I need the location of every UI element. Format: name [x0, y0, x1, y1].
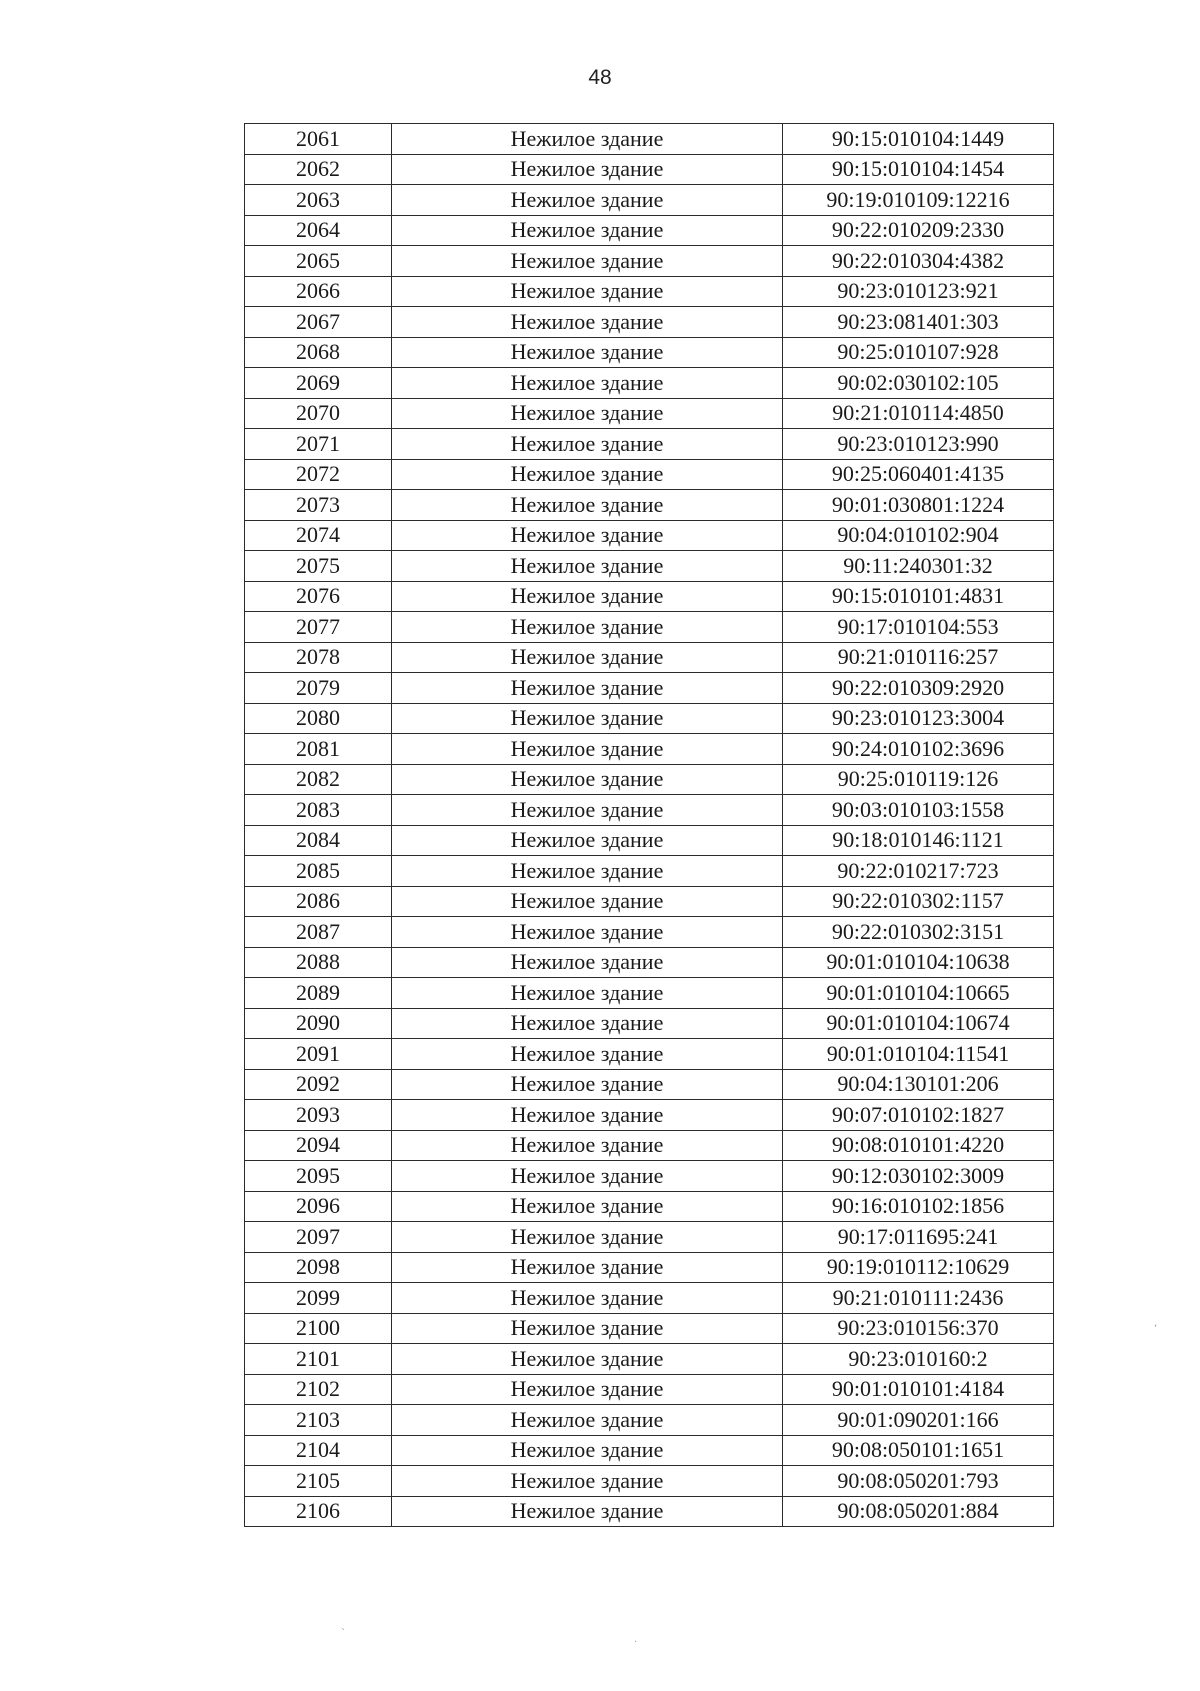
table-row — [245, 612, 1054, 643]
cadastral-number-cell: 90:25:060401:4135 — [783, 459, 1054, 490]
object-type-cell: Нежилое здание — [392, 1008, 783, 1039]
table-row — [245, 1008, 1054, 1039]
cadastral-number-cell: 90:23:010156:370 — [783, 1313, 1054, 1344]
object-type-cell: Нежилое здание — [392, 734, 783, 765]
object-type-cell: Нежилое здание — [392, 1466, 783, 1497]
cadastral-number-cell: 90:22:010302:1157 — [783, 886, 1054, 917]
row-number-cell: 2087 — [245, 917, 392, 948]
object-type-cell: Нежилое здание — [392, 398, 783, 429]
cadastral-number-cell: 90:19:010112:10629 — [783, 1252, 1054, 1283]
cadastral-number-cell: 90:23:081401:303 — [783, 307, 1054, 338]
object-type-cell: Нежилое здание — [392, 307, 783, 338]
cadastral-number-cell: 90:21:010114:4850 — [783, 398, 1054, 429]
row-number-cell: 2067 — [245, 307, 392, 338]
cadastral-number-cell: 90:21:010111:2436 — [783, 1283, 1054, 1314]
table-row — [245, 886, 1054, 917]
property-table-body — [245, 124, 1054, 1527]
scan-mark: ` — [341, 1628, 346, 1639]
cadastral-number-cell: 90:18:010146:1121 — [783, 825, 1054, 856]
cadastral-number-cell: 90:03:010103:1558 — [783, 795, 1054, 826]
cadastral-number-cell: 90:17:011695:241 — [783, 1222, 1054, 1253]
object-type-cell: Нежилое здание — [392, 856, 783, 887]
object-type-cell: Нежилое здание — [392, 1191, 783, 1222]
object-type-cell: Нежилое здание — [392, 520, 783, 551]
row-number-cell: 2086 — [245, 886, 392, 917]
cadastral-number-cell: 90:15:010104:1449 — [783, 124, 1054, 155]
table-row — [245, 1283, 1054, 1314]
table-row — [245, 764, 1054, 795]
cadastral-number-cell: 90:08:050201:884 — [783, 1496, 1054, 1527]
object-type-cell: Нежилое здание — [392, 1100, 783, 1131]
object-type-cell: Нежилое здание — [392, 917, 783, 948]
cadastral-number-cell: 90:01:010104:11541 — [783, 1039, 1054, 1070]
object-type-cell: Нежилое здание — [392, 490, 783, 521]
table-row — [245, 154, 1054, 185]
table-row — [245, 1344, 1054, 1375]
object-type-cell: Нежилое здание — [392, 825, 783, 856]
object-type-cell: Нежилое здание — [392, 124, 783, 155]
row-number-cell: 2101 — [245, 1344, 392, 1375]
object-type-cell: Нежилое здание — [392, 947, 783, 978]
row-number-cell: 2070 — [245, 398, 392, 429]
object-type-cell: Нежилое здание — [392, 1039, 783, 1070]
row-number-cell: 2068 — [245, 337, 392, 368]
table-row — [245, 1100, 1054, 1131]
row-number-cell: 2090 — [245, 1008, 392, 1039]
row-number-cell: 2084 — [245, 825, 392, 856]
cadastral-number-cell: 90:08:050201:793 — [783, 1466, 1054, 1497]
scan-mark: . — [634, 1634, 638, 1645]
cadastral-number-cell: 90:23:010123:921 — [783, 276, 1054, 307]
table-row — [245, 551, 1054, 582]
row-number-cell: 2074 — [245, 520, 392, 551]
table-row — [245, 581, 1054, 612]
table-row — [245, 825, 1054, 856]
row-number-cell: 2062 — [245, 154, 392, 185]
object-type-cell: Нежилое здание — [392, 978, 783, 1009]
row-number-cell: 2105 — [245, 1466, 392, 1497]
cadastral-number-cell: 90:22:010304:4382 — [783, 246, 1054, 277]
table-row — [245, 1252, 1054, 1283]
table-row — [245, 795, 1054, 826]
property-table — [244, 123, 1054, 1527]
row-number-cell: 2064 — [245, 215, 392, 246]
cadastral-number-cell: 90:01:090201:166 — [783, 1405, 1054, 1436]
cadastral-number-cell: 90:08:010101:4220 — [783, 1130, 1054, 1161]
cadastral-number-cell: 90:04:130101:206 — [783, 1069, 1054, 1100]
table-row — [245, 1191, 1054, 1222]
row-number-cell: 2079 — [245, 673, 392, 704]
cadastral-number-cell: 90:11:240301:32 — [783, 551, 1054, 582]
cadastral-number-cell: 90:22:010302:3151 — [783, 917, 1054, 948]
table-row — [245, 215, 1054, 246]
row-number-cell: 2091 — [245, 1039, 392, 1070]
table-row — [245, 1405, 1054, 1436]
row-number-cell: 2082 — [245, 764, 392, 795]
object-type-cell: Нежилое здание — [392, 337, 783, 368]
table-row — [245, 276, 1054, 307]
table-row — [245, 947, 1054, 978]
row-number-cell: 2061 — [245, 124, 392, 155]
cadastral-number-cell: 90:23:010123:3004 — [783, 703, 1054, 734]
cadastral-number-cell: 90:01:010101:4184 — [783, 1374, 1054, 1405]
object-type-cell: Нежилое здание — [392, 1405, 783, 1436]
row-number-cell: 2069 — [245, 368, 392, 399]
object-type-cell: Нежилое здание — [392, 581, 783, 612]
row-number-cell: 2071 — [245, 429, 392, 460]
object-type-cell: Нежилое здание — [392, 459, 783, 490]
table-row — [245, 1466, 1054, 1497]
row-number-cell: 2083 — [245, 795, 392, 826]
row-number-cell: 2100 — [245, 1313, 392, 1344]
cadastral-number-cell: 90:24:010102:3696 — [783, 734, 1054, 765]
object-type-cell: Нежилое здание — [392, 1283, 783, 1314]
row-number-cell: 2097 — [245, 1222, 392, 1253]
object-type-cell: Нежилое здание — [392, 1069, 783, 1100]
table-row — [245, 185, 1054, 216]
table-row — [245, 520, 1054, 551]
cadastral-number-cell: 90:01:030801:1224 — [783, 490, 1054, 521]
row-number-cell: 2088 — [245, 947, 392, 978]
table-row — [245, 1069, 1054, 1100]
row-number-cell: 2104 — [245, 1435, 392, 1466]
row-number-cell: 2093 — [245, 1100, 392, 1131]
table-row — [245, 856, 1054, 887]
cadastral-number-cell: 90:15:010101:4831 — [783, 581, 1054, 612]
row-number-cell: 2063 — [245, 185, 392, 216]
row-number-cell: 2095 — [245, 1161, 392, 1192]
row-number-cell: 2096 — [245, 1191, 392, 1222]
object-type-cell: Нежилое здание — [392, 886, 783, 917]
object-type-cell: Нежилое здание — [392, 1344, 783, 1375]
cadastral-number-cell: 90:21:010116:257 — [783, 642, 1054, 673]
table-row — [245, 917, 1054, 948]
object-type-cell: Нежилое здание — [392, 673, 783, 704]
object-type-cell: Нежилое здание — [392, 1374, 783, 1405]
table-row — [245, 703, 1054, 734]
cadastral-number-cell: 90:16:010102:1856 — [783, 1191, 1054, 1222]
object-type-cell: Нежилое здание — [392, 215, 783, 246]
row-number-cell: 2076 — [245, 581, 392, 612]
table-row — [245, 307, 1054, 338]
row-number-cell: 2102 — [245, 1374, 392, 1405]
cadastral-number-cell: 90:07:010102:1827 — [783, 1100, 1054, 1131]
row-number-cell: 2092 — [245, 1069, 392, 1100]
cadastral-number-cell: 90:25:010119:126 — [783, 764, 1054, 795]
object-type-cell: Нежилое здание — [392, 1435, 783, 1466]
row-number-cell: 2085 — [245, 856, 392, 887]
cadastral-number-cell: 90:01:010104:10674 — [783, 1008, 1054, 1039]
row-number-cell: 2106 — [245, 1496, 392, 1527]
object-type-cell: Нежилое здание — [392, 703, 783, 734]
cadastral-number-cell: 90:08:050101:1651 — [783, 1435, 1054, 1466]
cadastral-number-cell: 90:23:010160:2 — [783, 1344, 1054, 1375]
cadastral-number-cell: 90:04:010102:904 — [783, 520, 1054, 551]
table-row — [245, 1496, 1054, 1527]
object-type-cell: Нежилое здание — [392, 764, 783, 795]
table-row — [245, 1161, 1054, 1192]
row-number-cell: 2103 — [245, 1405, 392, 1436]
object-type-cell: Нежилое здание — [392, 642, 783, 673]
cadastral-number-cell: 90:25:010107:928 — [783, 337, 1054, 368]
table-row — [245, 1039, 1054, 1070]
row-number-cell: 2099 — [245, 1283, 392, 1314]
object-type-cell: Нежилое здание — [392, 1222, 783, 1253]
cadastral-number-cell: 90:22:010217:723 — [783, 856, 1054, 887]
table-row — [245, 1222, 1054, 1253]
table-row — [245, 978, 1054, 1009]
table-row — [245, 1130, 1054, 1161]
object-type-cell: Нежилое здание — [392, 1252, 783, 1283]
cadastral-number-cell: 90:01:010104:10665 — [783, 978, 1054, 1009]
cadastral-number-cell: 90:22:010309:2920 — [783, 673, 1054, 704]
object-type-cell: Нежилое здание — [392, 1496, 783, 1527]
table-row — [245, 490, 1054, 521]
object-type-cell: Нежилое здание — [392, 612, 783, 643]
row-number-cell: 2078 — [245, 642, 392, 673]
row-number-cell: 2080 — [245, 703, 392, 734]
row-number-cell: 2098 — [245, 1252, 392, 1283]
table-row — [245, 1435, 1054, 1466]
object-type-cell: Нежилое здание — [392, 795, 783, 826]
row-number-cell: 2081 — [245, 734, 392, 765]
table-row — [245, 642, 1054, 673]
row-number-cell: 2073 — [245, 490, 392, 521]
table-row — [245, 124, 1054, 155]
cadastral-number-cell: 90:01:010104:10638 — [783, 947, 1054, 978]
table-row — [245, 246, 1054, 277]
object-type-cell: Нежилое здание — [392, 551, 783, 582]
table-row — [245, 1313, 1054, 1344]
table-row — [245, 1374, 1054, 1405]
object-type-cell: Нежилое здание — [392, 185, 783, 216]
row-number-cell: 2075 — [245, 551, 392, 582]
cadastral-number-cell: 90:02:030102:105 — [783, 368, 1054, 399]
cadastral-number-cell: 90:15:010104:1454 — [783, 154, 1054, 185]
table-row — [245, 673, 1054, 704]
object-type-cell: Нежилое здание — [392, 1130, 783, 1161]
table-row — [245, 734, 1054, 765]
row-number-cell: 2094 — [245, 1130, 392, 1161]
object-type-cell: Нежилое здание — [392, 429, 783, 460]
table-row — [245, 368, 1054, 399]
row-number-cell: 2077 — [245, 612, 392, 643]
row-number-cell: 2065 — [245, 246, 392, 277]
table-row — [245, 337, 1054, 368]
row-number-cell: 2072 — [245, 459, 392, 490]
object-type-cell: Нежилое здание — [392, 246, 783, 277]
cadastral-number-cell: 90:12:030102:3009 — [783, 1161, 1054, 1192]
object-type-cell: Нежилое здание — [392, 368, 783, 399]
object-type-cell: Нежилое здание — [392, 1161, 783, 1192]
cadastral-number-cell: 90:19:010109:12216 — [783, 185, 1054, 216]
object-type-cell: Нежилое здание — [392, 1313, 783, 1344]
table-row — [245, 429, 1054, 460]
page-number: 48 — [588, 66, 612, 89]
object-type-cell: Нежилое здание — [392, 276, 783, 307]
scan-mark: , — [1154, 1318, 1158, 1329]
cadastral-number-cell: 90:22:010209:2330 — [783, 215, 1054, 246]
row-number-cell: 2066 — [245, 276, 392, 307]
row-number-cell: 2089 — [245, 978, 392, 1009]
object-type-cell: Нежилое здание — [392, 154, 783, 185]
table-row — [245, 398, 1054, 429]
cadastral-number-cell: 90:17:010104:553 — [783, 612, 1054, 643]
table-row — [245, 459, 1054, 490]
cadastral-number-cell: 90:23:010123:990 — [783, 429, 1054, 460]
